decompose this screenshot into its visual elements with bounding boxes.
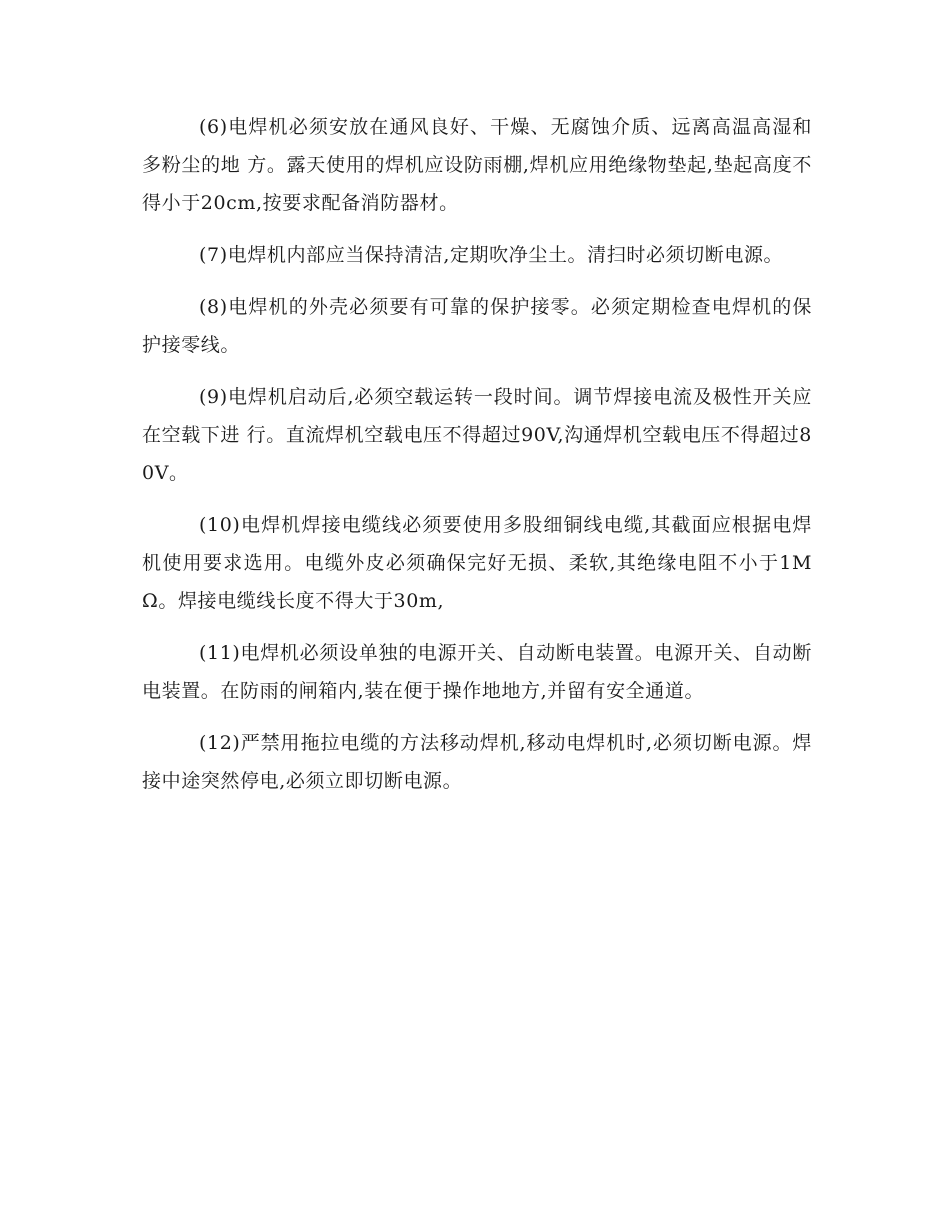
paragraph-9: (9)电焊机启动后,必须空载运转一段时间。调节焊接电流及极性开关应在空载下进 行。直流焊机空载电压不得超过90V,沟通焊机空载电压不得超过80V。 — [142, 386, 812, 484]
paragraph-10: (10)电焊机焊接电缆线必须要使用多股细铜线电缆,其截面应根据电焊机使用要求选用。电缆外皮必须确保完好无损、柔软,其绝缘电阻不小于1MΩ。焊接电缆线长度不得大于30m, — [142, 514, 812, 612]
paragraph-8: (8)电焊机的外壳必须要有可靠的保护接零。必须定期检查电焊机的保护接零线。 — [142, 296, 812, 356]
paragraph-7: (7)电焊机内部应当保持清洁,定期吹净尘土。清扫时必须切断电源。 — [199, 244, 784, 266]
paragraph-11: (11)电焊机必须设单独的电源开关、自动断电装置。电源开关、自动断电装置。在防雨的闸箱内,装在便于操作地地方,并留有安全通道。 — [142, 642, 812, 702]
paragraph-12: (12)严禁用拖拉电缆的方法移动焊机,移动电焊机时,必须切断电源。焊接中途突然停电,必须立即切断电源。 — [142, 732, 812, 792]
paragraph-6: (6)电焊机必须安放在通风良好、干燥、无腐蚀介质、远离高温高湿和多粉尘的地 方。露天使用的焊机应设防雨棚,焊机应用绝缘物垫起,垫起高度不得小于20cm,按要求配备消防器材。 — [142, 116, 812, 214]
document-body — [142, 108, 812, 814]
